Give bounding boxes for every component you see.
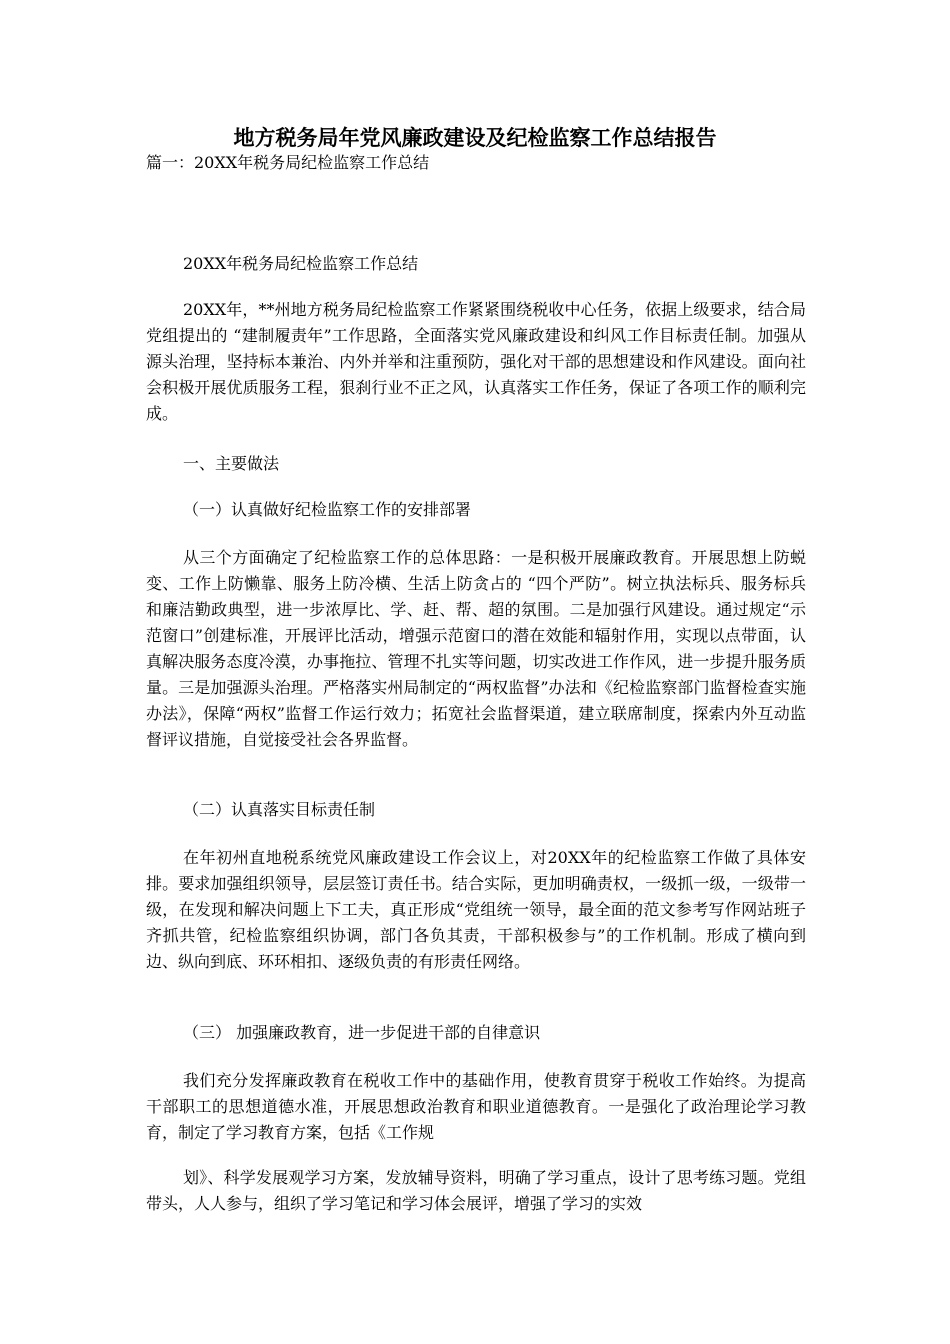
paragraph-2: 在年初州直地税系统党风廉政建设工作会议上，对20XX年的纪检监察工作做了具体安排。要求加强组织领导，层层签订责任书。结合实际，更加明确责权，一级抓一级，一级带一级，在发现和解决问题上下工夫，真正形成“党组统一领导，最全面的范文参考写作网站班子齐抓共管，纪检监察组织协调，部门各负其责，干部积极参与”的工作机制。形成了横向到边、纵向到底、环环相扣、逐级负责的有形责任网络。 — [146, 848, 806, 971]
document-subtitle: 篇一：20XX年税务局纪检监察工作总结 — [146, 153, 430, 172]
sub-heading-2: （二）认真落实目标责任制 — [183, 800, 376, 819]
section-title: 20XX年税务局纪检监察工作总结 — [183, 254, 419, 273]
heading-main-practices: 一、主要做法 — [183, 454, 280, 473]
paragraph-4: 划》、科学发展观学习方案，发放辅导资料，明确了学习重点，设计了思考练习题。党组带头，人人参与，组织了学习笔记和学习体会展评，增强了学习的实效 — [146, 1168, 806, 1213]
sub-heading-3: （三） 加强廉政教育，进一步促进干部的自律意识 — [183, 1023, 541, 1042]
document-title: 地方税务局年党风廉政建设及纪检监察工作总结报告 — [233, 125, 717, 150]
intro-paragraph: 20XX年，**州地方税务局纪检监察工作紧紧围绕税收中心任务，依据上级要求，结合局党组提出的 “建制履责年”工作思路，全面落实党风廉政建设和纠风工作目标责任制。加强从源头治理，坚持标本兼治、内外并举和注重预防，强化对干部的思想建设和作风建设。面向社会积极开展优质服务工程，狠刹行业不正之风，认真落实工作任务，保证了各项工作的顺利完成。 — [146, 300, 806, 423]
paragraph-3: 我们充分发挥廉政教育在税收工作中的基础作用，使教育贯穿于税收工作始终。为提高干部职工的思想道德水准，开展思想政治教育和职业道德教育。一是强化了政治理论学习教育，制定了学习教育方案，包括《工作规 — [146, 1071, 806, 1142]
sub-heading-1: （一）认真做好纪检监察工作的安排部署 — [183, 500, 472, 519]
paragraph-1: 从三个方面确定了纪检监察工作的总体思路：一是积极开展廉政教育。开展思想上防蜕变、工作上防懒靠、服务上防冷横、生活上防贪占的 “四个严防”。树立执法标兵、服务标兵和廉洁勤政典型，进一步浓厚比、学、赶、帮、超的氛围。二是加强行风建设。通过规定“示范窗口”创建标准，开展评比活动，增强示范窗口的潜在效能和辐射作用，实现以点带面，认真解决服务态度冷漠，办事拖拉、管理不扎实等问题，切实改进工作作风，进一步提升服务质量。三是加强源头治理。严格落实州局制定的“两权监督”办法和《纪检监察部门监督检查实施办法》，保障“两权”监督工作运行效力；拓宽社会监督渠道，建立联席制度，探索内外互动监督评议措施，自觉接受社会各界监督。 — [146, 548, 806, 749]
